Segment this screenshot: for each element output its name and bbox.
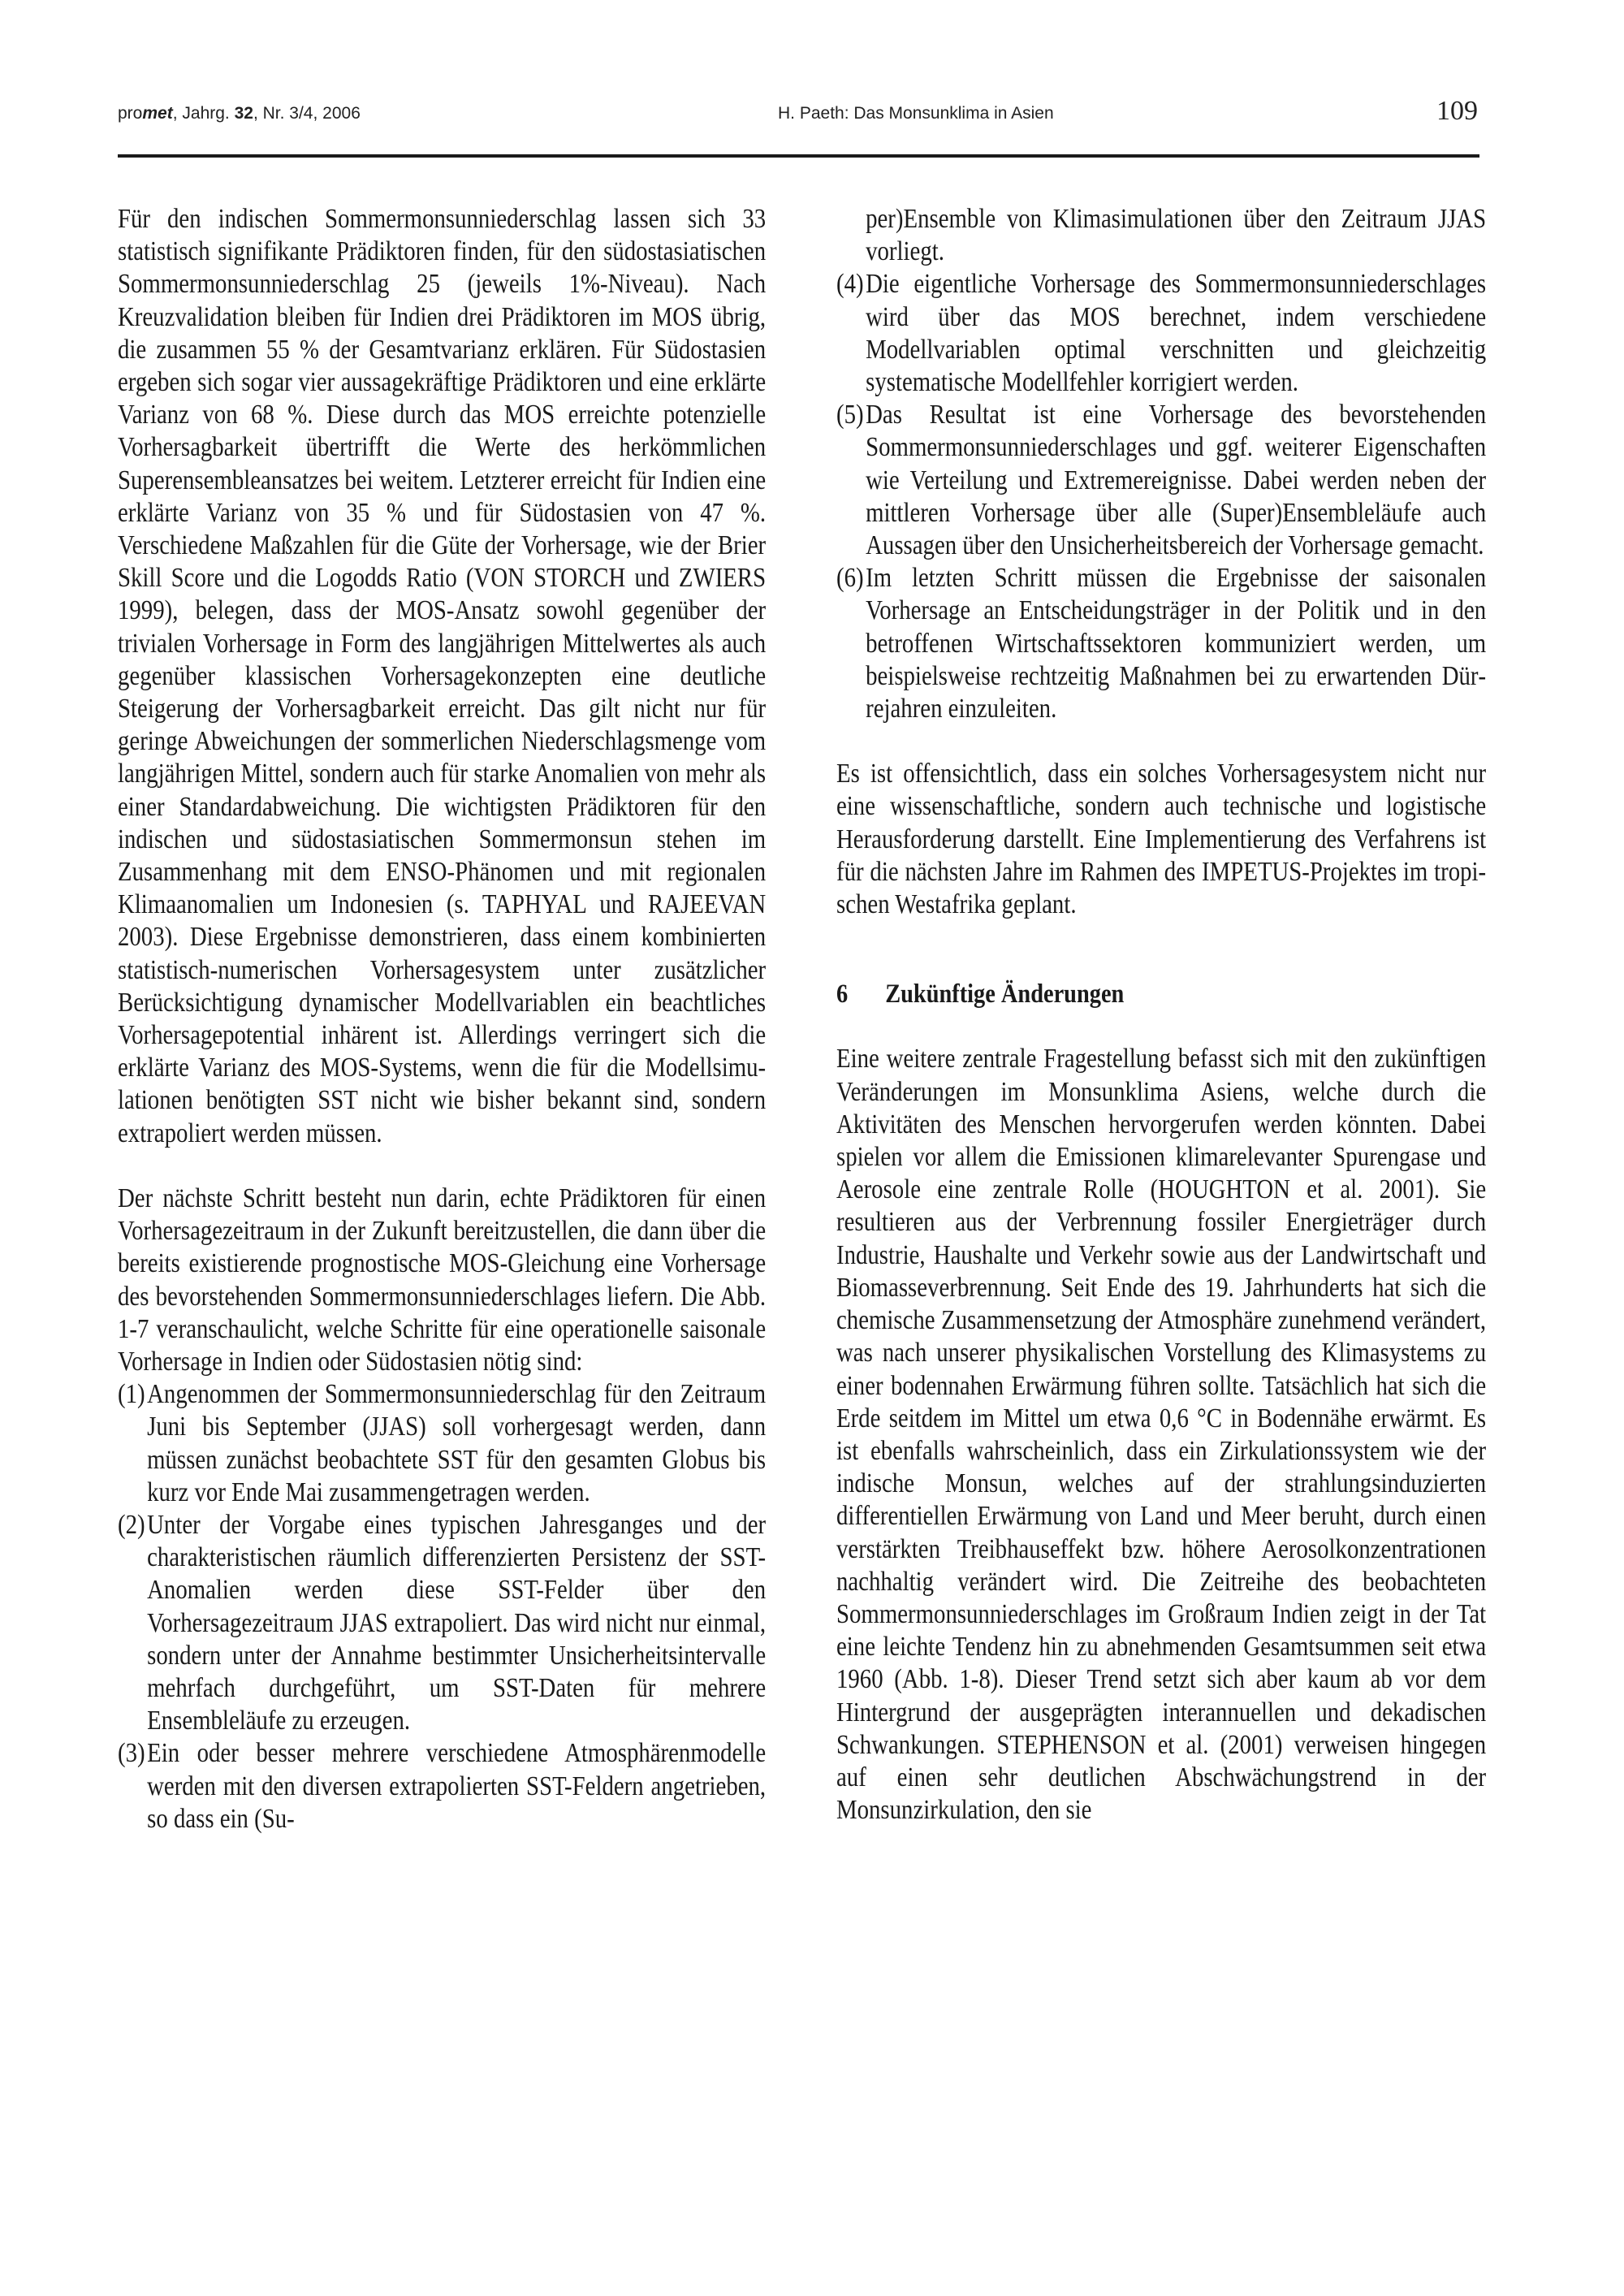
running-title: H. Paeth: Das Monsunklima in Asien [778, 104, 1054, 123]
list-item-number: (5) [836, 400, 864, 430]
journal-emphasis: met [142, 104, 173, 123]
list-item [836, 399, 1486, 562]
body-paragraph: Für den indischen Sommermonsunniederschlag lassen sich 33 statistisch signifikante Prädiktoren finden, für den südostasiatischen Sommermonsunniederschlag 25 (jeweils 1%-Niveau). Nach Kreuzvalidation bleiben für Indien drei Prädiktoren im MOS übrig, die zusammen 55 % der Gesamtvarianz erklären. Für Südostasien ergeben sich sogar vier aussagekräftige Prädiktoren und eine erklärte Varianz von 68 %. Diese durch das MOS erreichte potenzielle Vorhersagbarkeit übertrifft die Werte des herkömmlichen Superensembleansatzes bei weitem. Letzterer erreicht für Indien eine erklärte Varianz von 35 % und für Südostasien von 47 %. Verschiedene Maßzahlen für die Güte der Vorhersage, wie der Brier Skill Score und die Logodds Ratio (VON STORCH und ZWIERS 1999), belegen, dass der MOS-Ansatz sowohl gegenüber der trivialen Vorhersage in Form des langjährigen Mittelwertes als auch gegenüber klassischen Vorhersagekonzepten eine deutliche Steigerung der Vorhersagbarkeit erreicht. Das gilt nicht nur für geringe Abweichungen der sommerlichen Niederschlagsmenge vom langjährigen Mittel, sondern auch für starke Anomalien von mehr als einer Standardabweichung. Die wichtigsten Prädiktoren für den indischen und südostasiatischen Sommermonsun stehen im Zusammenhang mit dem ENSO-Phänomen und mit regionalen Klimaanomalien um Indonesien (s. TAPHYAL und RAJEEVAN 2003). Diese Ergebnisse demonstrieren, dass einem kombinierten statistisch-numerischen Vorhersagesystem unter zusätzlicher Berücksichtigung dynamischer Modellvariablen ein beachtliches Vorhersagepotential inhärent ist. Allerdings verringert sich die erklärte Varianz des MOS-Systems, wenn die für die Modellsimulationen benötigten SST nicht wie bisher bekannt sind, sondern extrapoliert werden müssen. [118, 204, 767, 1148]
right-column [836, 203, 1486, 1827]
body-paragraph: Es ist offensichtlich, dass ein solches Vorhersagesystem nicht nur eine wissenschaftliche, sondern auch technische und logistische Herausforderung darstellt. Eine Implementierung des Verfahrens ist für die nächsten Jahre im Rahmen des IMPETUS-Projektes im tropischen Westafrika geplant. [836, 759, 1487, 920]
list-item-number: (3) [118, 1738, 145, 1769]
list-item-text: Die eigentliche Vorhersage des Sommermonsunniederschlages wird über das MOS berechnet, indem verschiedene Modellvariablen optimal verschnitten und gleichzeitig systematische Modellfehler korrigiert werden. [866, 269, 1487, 398]
list-item-number: (6) [836, 563, 864, 594]
list-item [118, 1509, 766, 1737]
list-item-text: Ein oder besser mehrere verschiedene Atmosphärenmodelle werden mit den diversen extrapolierten SST-Feldern angetrieben, so dass ein (Su- [147, 1738, 767, 1834]
paragraph-spacer [836, 1010, 1486, 1043]
list-item-text: Das Resultat ist eine Vorhersage des bevorstehenden Sommermonsunniederschlages und ggf. weiterer Eigenschaften wie Verteilung und Extremereignisse. Dabei werden neben der mittleren Vorhersage über alle (Super)Ensembleläufe auch Aussagen über den Unsicherheitsbereich der Vorhersage gemacht. [866, 400, 1487, 561]
page-number: 109 [1436, 96, 1478, 126]
journal-prefix: pro [118, 104, 143, 123]
paragraph-spacer [118, 1150, 766, 1183]
section-title: Zukünftige Änderungen [885, 979, 1125, 1010]
journal-rest-2: , Nr. 3/4, 2006 [253, 104, 361, 123]
journal-citation [118, 104, 361, 123]
body-paragraph: Eine weitere zentrale Fragestellung befasst sich mit den zukünftigen Veränderungen im Monsunklima Asiens, welche durch die Aktivitäten des Menschen hervorgerufen werden könnten. Dabei spielen vor allem die Emissionen klimarelevanter Spurengase und Aerosole eine zentrale Rolle (HOUGHTON et al. 2001). Sie resultieren aus der Verbrennung fossiler Energieträger durch Industrie, Haushalte und Verkehr sowie aus der Landwirtschaft und Biomasseverbrennung. Seit Ende des 19. Jahrhunderts hat sich die chemische Zusammensetzung der Atmosphäre zunehmend verändert, was nach unserer physikalischen Vorstellung des Klimasystems zu einer bodennahen Erwärmung führen sollte. Tatsächlich hat sich die Erde seitdem im Mittel um etwa 0,6 °C in Bodennähe erwärmt. Es ist ebenfalls wahrscheinlich, dass ein Zirkulationssystem wie der indische Monsun, welches auf der strahlungsinduzierten differentiellen Erwärmung von Land und Meer beruht, durch einen verstärkten Treibhauseffekt bzw. höhere Aerosolkonzentrationen nachhaltig verändert wird. Die Zeitreihe des beobachteten Sommermonsunniederschlages im Großraum Indien zeigt in der Tat eine leichte Tendenz hin zu abnehmenden Gesamtsummen seit etwa 1960 (Abb. 1-8). Dieser Trend setzt sich aber kaum ab vor dem Hintergrund der ausgeprägten interannuellen und dekadischen Schwankungen. STEPHENSON et al. (2001) verweisen hingegen auf einen sehr deutlichen Abschwächungstrend in der Monsunzirkulation, den sie [836, 1044, 1487, 1826]
header-rule [118, 154, 1479, 158]
list-item [118, 1378, 766, 1509]
section-number: 6 [836, 979, 849, 1010]
list-item [118, 1737, 766, 1836]
journal-rest-1: , Jahrg. [172, 104, 235, 123]
list-item-text: Unter der Vorgabe eines typischen Jahresganges und der charakteristischen räumlich differenzierten Persistenz der SST-Anomalien werden diese SST-Felder über den Vorhersagezeitraum JJAS extrapoliert. Das wird nicht nur einmal, sondern unter der Annahme bestimmter Unsicherheitsintervalle mehrfach durchgeführt, um SST-Daten für mehrere Ensembleläufe zu erzeugen. [147, 1509, 767, 1736]
list-item-number: (2) [118, 1509, 145, 1540]
list-item-text: Im letzten Schritt müssen die Ergebnisse der saisonalen Vorhersage an Entscheidungsträger in der Politik und in den betroffenen Wirtschaftssektoren kommuniziert werden, um beispielsweise rechtzeitig Maßnahmen bei zu erwartenden Dürrejahren einzuleiten. [866, 563, 1487, 724]
list-item-continuation: per)Ensemble von Klimasimulationen über den Zeitraum JJAS vorliegt. [866, 204, 1487, 267]
section-heading [836, 978, 1486, 1010]
body-paragraph: Der nächste Schritt besteht nun darin, echte Prädiktoren für einen Vorhersagezeitraum in der Zukunft bereitzustellen, die dann über die bereits existierende prognostische MOS-Gleichung eine Vorhersage des bevorstehenden Sommermonsunniederschlages liefern. Die Abb. 1-7 veranschaulicht, welche Schritte für eine operationelle saisonale Vorhersage in Indien oder Südostasien nötig sind: [118, 1183, 767, 1377]
section-spacer [836, 921, 1486, 978]
left-column [118, 203, 766, 1836]
list-item-number: (1) [118, 1379, 145, 1410]
list-item-text: Angenommen der Sommermonsunniederschlag für den Zeitraum Juni bis September (JJAS) soll vorhergesagt werden, dann müssen zunächst beobachtete SST für den gesamten Globus bis kurz vor Ende Mai zusammengetragen werden. [147, 1379, 767, 1507]
journal-volume: 32 [234, 104, 253, 123]
list-item-number: (4) [836, 269, 864, 300]
list-item [836, 562, 1486, 725]
paragraph-spacer [836, 725, 1486, 758]
list-item [836, 268, 1486, 399]
